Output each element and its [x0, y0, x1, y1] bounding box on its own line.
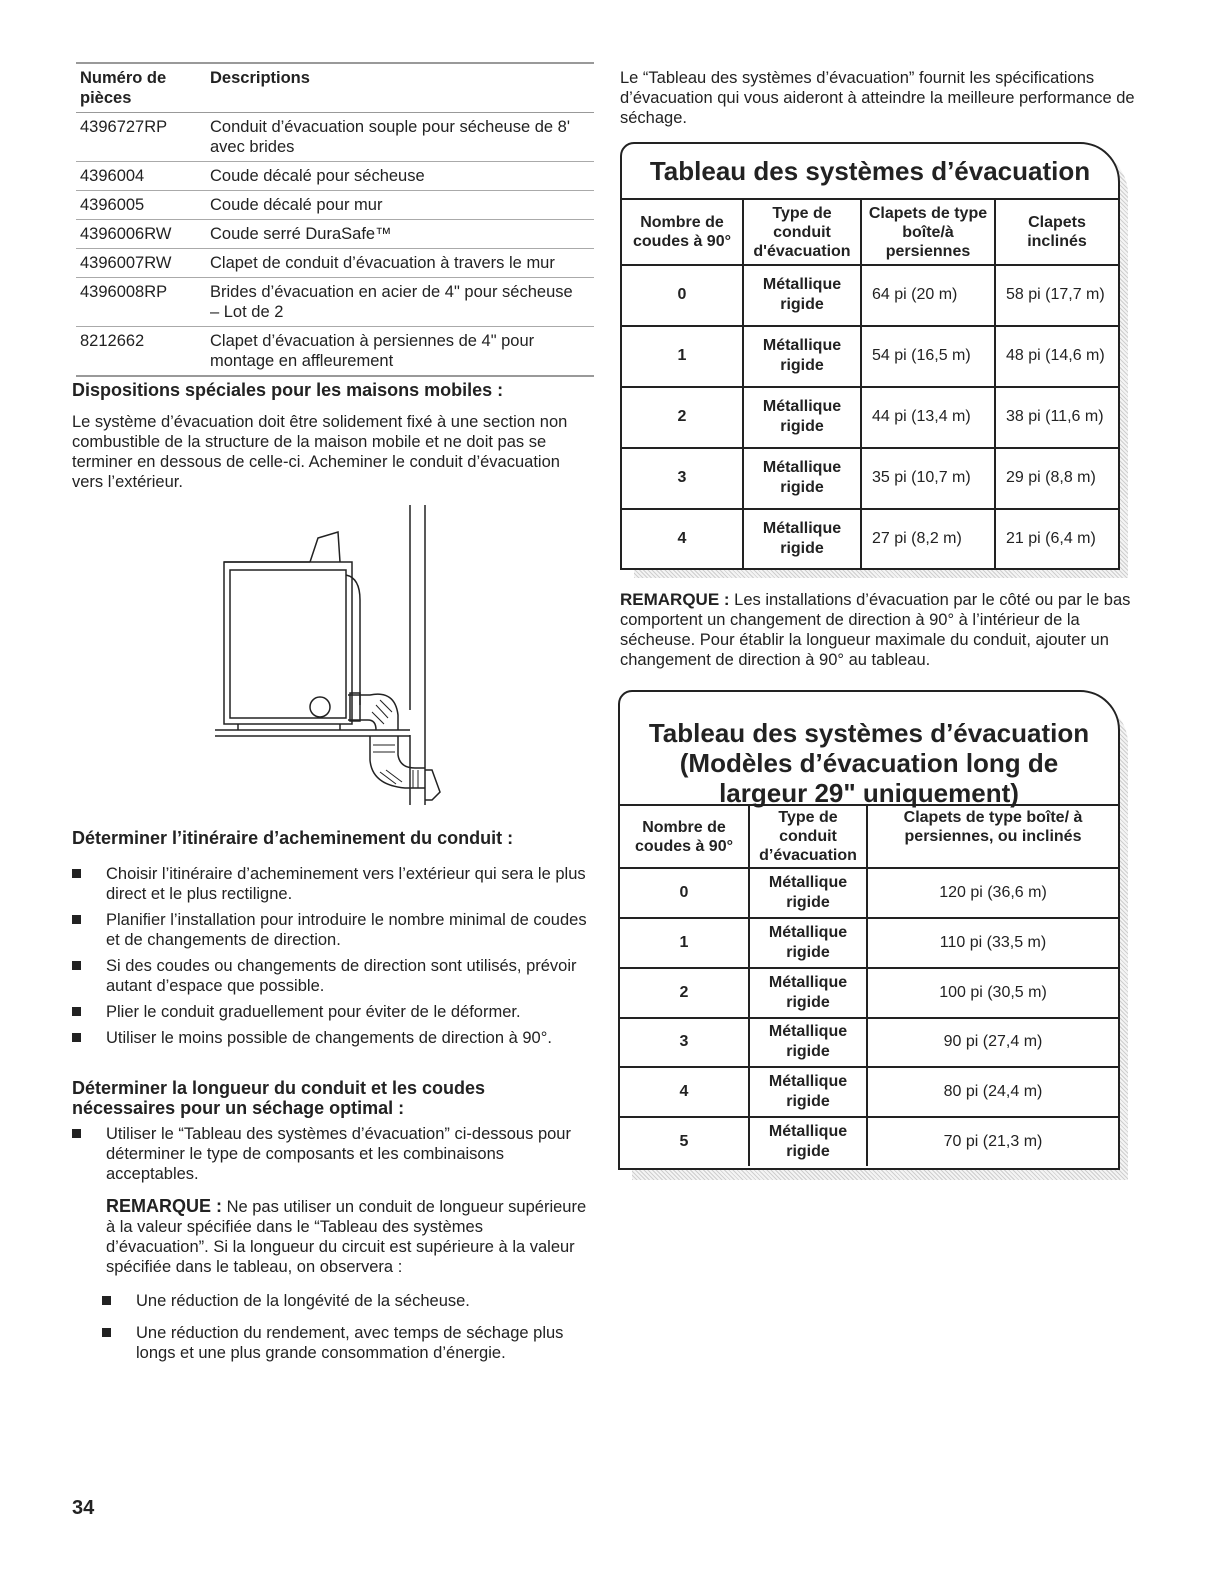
part-description: Clapet d’évacuation à persiennes de 4" pour montage en affleurement	[210, 332, 535, 370]
table-row	[76, 327, 594, 377]
part-number: 4396727RP	[80, 118, 168, 136]
table-row	[76, 113, 594, 162]
length-section	[72, 1078, 588, 1369]
duct-type: Métallique rigide	[743, 448, 861, 509]
header-elbows: Nombre de coudes à 90°	[622, 199, 743, 265]
list-item	[72, 910, 588, 950]
box-louvered-length: 64 pi (20 m)	[861, 265, 995, 326]
header-hood-types: Clapets de type boîte/ à persiennes, ou inclinés	[867, 805, 1118, 868]
list-item-text: Planifier l’installation pour introduire le nombre minimal de coudes et de changements de direction.	[106, 911, 587, 949]
table-row	[76, 191, 594, 220]
angled-length: 38 pi (11,6 m)	[995, 387, 1118, 448]
max-length: 100 pi (30,5 m)	[867, 968, 1118, 1018]
header-descriptions: Descriptions	[210, 69, 310, 87]
header-elbows: Nombre de coudes à 90°	[620, 805, 749, 868]
part-number: 4396005	[80, 196, 145, 214]
mobile-homes-section	[72, 380, 588, 492]
length-heading: Déterminer la longueur du conduit et les coudes nécessaires pour un séchage optimal :	[72, 1078, 486, 1118]
dryer-venting-illustration	[210, 500, 450, 820]
elbow-count: 4	[620, 1067, 749, 1117]
header-duct-type: Type de conduit d'évacuation	[743, 199, 861, 265]
elbow-count: 3	[620, 1018, 749, 1068]
part-description: Coude décalé pour sécheuse	[210, 167, 425, 185]
intro-text: Le “Tableau des systèmes d’évacuation” fournit les spécifications d’évacuation qui vous aideront à atteindre la meilleure performance de séchage.	[620, 69, 1135, 127]
vent-table-1-title: Tableau des systèmes d’évacuation	[649, 156, 1091, 186]
part-number: 8212662	[80, 332, 145, 350]
note-text: Ne pas utiliser un conduit de longueur supérieure à la valeur spécifiée dans le “Tableau des systèmes d’évacuation”. Si la longueur du circuit est supérieure à la valeur spécifiée dans le tableau, on observera :	[106, 1198, 587, 1276]
bullet-icon	[72, 1007, 81, 1016]
list-item-text: Une réduction du rendement, avec temps de séchage plus longs et une plus grande consommation d’énergie.	[136, 1324, 564, 1362]
table-row	[620, 1018, 1118, 1068]
part-description: Conduit d’évacuation souple pour sécheuse de 8' avec brides	[210, 118, 570, 156]
route-heading: Déterminer l’itinéraire d’acheminement du conduit :	[72, 828, 514, 848]
box-louvered-length: 54 pi (16,5 m)	[861, 326, 995, 387]
duct-type: Métallique rigide	[749, 918, 867, 968]
part-number: 4396004	[80, 167, 145, 185]
bullet-icon	[72, 1033, 81, 1042]
elbow-count: 2	[620, 968, 749, 1018]
parts-table-header	[76, 64, 594, 113]
elbow-count: 0	[622, 265, 743, 326]
remark-label: REMARQUE :	[620, 590, 730, 609]
list-item	[72, 956, 588, 996]
page-number: 34	[72, 1497, 95, 1519]
route-list	[72, 864, 588, 1048]
angled-length: 21 pi (6,4 m)	[995, 509, 1118, 569]
vent-table-1-grid	[622, 198, 1118, 568]
box-louvered-length: 27 pi (8,2 m)	[861, 509, 995, 569]
header-angled: Clapets inclinés	[995, 199, 1118, 265]
table-row	[622, 448, 1118, 509]
remark-text: Les installations d’évacuation par le côté ou par le bas comportent un changement de direction à 90° à l’intérieur de la sécheuse. Pour établir la longueur maximale du conduit, ajouter un changement de direction à 90° au tableau.	[620, 591, 1131, 669]
list-item-text: Si des coudes ou changements de direction sont utilisés, prévoir autant d’espace que possible.	[106, 957, 577, 995]
max-length: 110 pi (33,5 m)	[867, 918, 1118, 968]
parts-table	[76, 62, 594, 377]
table-header-row	[622, 199, 1118, 265]
box-louvered-length: 44 pi (13,4 m)	[861, 387, 995, 448]
table-row	[620, 868, 1118, 918]
list-item	[72, 1028, 588, 1048]
part-description: Brides d’évacuation en acier de 4" pour sécheuse – Lot de 2	[210, 283, 573, 321]
table-row	[76, 278, 594, 327]
duct-type: Métallique rigide	[749, 1067, 867, 1117]
duct-type: Métallique rigide	[743, 509, 861, 569]
angled-length: 29 pi (8,8 m)	[995, 448, 1118, 509]
box-louvered-length: 35 pi (10,7 m)	[861, 448, 995, 509]
bullet-icon	[72, 1129, 81, 1138]
table-row	[76, 162, 594, 191]
list-item	[72, 1124, 588, 1184]
list-item	[72, 1002, 588, 1022]
side-vent-remark	[620, 590, 1140, 670]
table-row	[622, 387, 1118, 448]
bullet-icon	[72, 915, 81, 924]
vent-table-1	[620, 142, 1120, 570]
part-description: Coude serré DuraSafe™	[210, 225, 392, 243]
vent-table-2-title: Tableau des systèmes d’évacuation (Modèles d’évacuation long de largeur 29" uniquement)	[648, 718, 1090, 808]
table-header-row	[620, 805, 1118, 868]
table-row	[620, 1067, 1118, 1117]
elbow-count: 1	[622, 326, 743, 387]
table-row	[76, 249, 594, 278]
header-duct-type: Type de conduit d’évacuation	[749, 805, 867, 868]
duct-type: Métallique rigide	[749, 1018, 867, 1068]
elbow-count: 4	[622, 509, 743, 569]
part-number: 4396007RW	[80, 254, 172, 272]
duct-type: Métallique rigide	[743, 326, 861, 387]
elbow-count: 3	[622, 448, 743, 509]
duct-type: Métallique rigide	[749, 968, 867, 1018]
elbow-count: 0	[620, 868, 749, 918]
part-description: Coude décalé pour mur	[210, 196, 383, 214]
table-row	[622, 265, 1118, 326]
length-note	[106, 1196, 588, 1277]
bullet-icon	[72, 869, 81, 878]
part-number: 4396006RW	[80, 225, 172, 243]
bullet-icon	[102, 1328, 111, 1337]
elbow-count: 1	[620, 918, 749, 968]
part-number: 4396008RP	[80, 283, 168, 301]
duct-type: Métallique rigide	[743, 265, 861, 326]
table-row	[76, 220, 594, 249]
duct-type: Métallique rigide	[749, 1117, 867, 1166]
max-length: 90 pi (27,4 m)	[867, 1018, 1118, 1068]
max-length: 80 pi (24,4 m)	[867, 1067, 1118, 1117]
table-row	[622, 509, 1118, 569]
duct-type: Métallique rigide	[743, 387, 861, 448]
note-label: REMARQUE :	[106, 1196, 222, 1216]
angled-length: 58 pi (17,7 m)	[995, 265, 1118, 326]
list-item-text: Utiliser le “Tableau des systèmes d’évacuation” ci-dessous pour déterminer le type de composants et les combinaisons acceptables.	[106, 1125, 571, 1183]
mobile-homes-heading: Dispositions spéciales pour les maisons mobiles :	[72, 380, 504, 400]
bullet-icon	[72, 961, 81, 970]
angled-length: 48 pi (14,6 m)	[995, 326, 1118, 387]
elbow-count: 2	[622, 387, 743, 448]
table-row	[620, 968, 1118, 1018]
table-row	[622, 326, 1118, 387]
elbow-count: 5	[620, 1117, 749, 1166]
vent-table-2	[618, 690, 1120, 1170]
header-box-louvered: Clapets de type boîte/à persiennes	[861, 199, 995, 265]
list-item	[72, 864, 588, 904]
list-item-text: Plier le conduit graduellement pour éviter de le déformer.	[106, 1003, 521, 1021]
vent-table-2-grid	[620, 804, 1118, 1166]
max-length: 70 pi (21,3 m)	[867, 1117, 1118, 1166]
list-item-text: Choisir l’itinéraire d’acheminement vers l’extérieur qui sera le plus direct et le plus rectiligne.	[106, 865, 586, 903]
list-item-text: Une réduction de la longévité de la sécheuse.	[136, 1292, 470, 1310]
table-row	[620, 1117, 1118, 1166]
list-item	[102, 1323, 588, 1363]
list-item-text: Utiliser le moins possible de changements de direction à 90°.	[106, 1029, 552, 1047]
max-length: 120 pi (36,6 m)	[867, 868, 1118, 918]
part-description: Clapet de conduit d’évacuation à travers le mur	[210, 254, 555, 272]
bullet-icon	[102, 1296, 111, 1305]
mobile-homes-text: Le système d’évacuation doit être solidement fixé à une section non combustible de la structure de la maison mobile et ne doit pas se terminer en dessous de celle-ci. Acheminer le conduit d’évacuation vers l’extérieur.	[72, 413, 568, 491]
list-item	[102, 1291, 588, 1311]
header-part-number: Numéro de pièces	[80, 69, 167, 107]
route-section	[72, 828, 588, 1054]
table-row	[620, 918, 1118, 968]
length-list	[72, 1124, 588, 1184]
consequences-list	[102, 1291, 588, 1363]
duct-type: Métallique rigide	[749, 868, 867, 918]
